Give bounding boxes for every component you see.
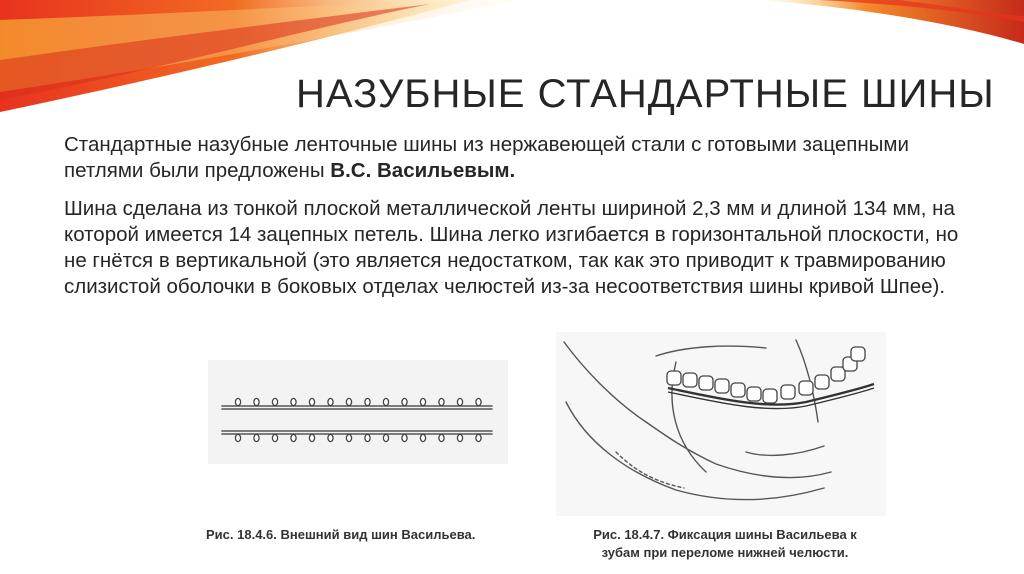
paragraph-intro-text: Стандартные назубные ленточные шины из нержавеющей стали с готовыми зацепными петлями были предложены <box>64 133 909 182</box>
figure2-caption-line2: зубам при переломе нижней челюсти. <box>601 545 849 560</box>
splint-hook <box>346 434 351 441</box>
splint-hook <box>365 434 370 441</box>
splint-hook <box>272 434 277 441</box>
figure2-caption <box>560 526 890 562</box>
splint-hook <box>420 434 425 441</box>
splint-hook <box>272 398 277 405</box>
paragraph-intro <box>64 132 984 184</box>
tooth <box>683 373 697 387</box>
tooth <box>799 381 813 395</box>
author-name: В.С. Васильевым. <box>330 159 516 182</box>
figure2-caption-line1: Рис. 18.4.7. Фиксация шины Васильева к <box>593 527 857 542</box>
splint-hook <box>309 434 314 441</box>
slide-title: НАЗУБНЫЕ СТАНДАРТНЫЕ ШИНЫ <box>296 72 995 116</box>
splint-hook <box>235 398 240 405</box>
tooth <box>715 379 729 393</box>
splint-hook <box>291 434 296 441</box>
splint-hook <box>439 398 444 405</box>
tooth <box>781 385 795 399</box>
splint-hook <box>383 398 388 405</box>
splint-hook <box>476 398 481 405</box>
splint-hook <box>328 434 333 441</box>
tooth <box>699 376 713 390</box>
splint-hook <box>254 398 259 405</box>
paragraph-description: Шина сделана из тонкой плоской металлической ленты шириной 2,3 мм и длиной 134 мм, на которой имеется 14 зацепных петель. Шина легко изгибается в горизонтальной плоскости, но не гнётся в вертикальной (это является недостатком, так как это приводит к травмированию слизистой оболочки в боковых отделах челюстей из-за несоответствия шины кривой Шпее). <box>64 197 959 298</box>
splint-hook <box>328 398 333 405</box>
splint-hook <box>420 398 425 405</box>
splint-hook <box>235 434 240 441</box>
splint-hook <box>383 434 388 441</box>
vasiliev-splint-illustration <box>208 360 508 464</box>
splint-hook <box>291 398 296 405</box>
splint-hook <box>254 434 259 441</box>
tooth <box>851 347 865 361</box>
splint-hook <box>439 434 444 441</box>
splint-hook <box>402 434 407 441</box>
jaw-fixation-illustration <box>556 332 886 516</box>
splint-hook <box>365 398 370 405</box>
splint-hook <box>346 398 351 405</box>
tooth <box>667 371 681 385</box>
figure1-caption: Рис. 18.4.6. Внешний вид шин Васильева. <box>206 527 476 542</box>
splint-hook <box>457 434 462 441</box>
splint-hook <box>402 398 407 405</box>
tooth <box>731 383 745 397</box>
tooth <box>763 389 777 403</box>
tooth <box>747 387 761 401</box>
splint-hook <box>476 434 481 441</box>
tooth <box>815 375 829 389</box>
splint-hook <box>457 398 462 405</box>
splint-hook <box>309 398 314 405</box>
